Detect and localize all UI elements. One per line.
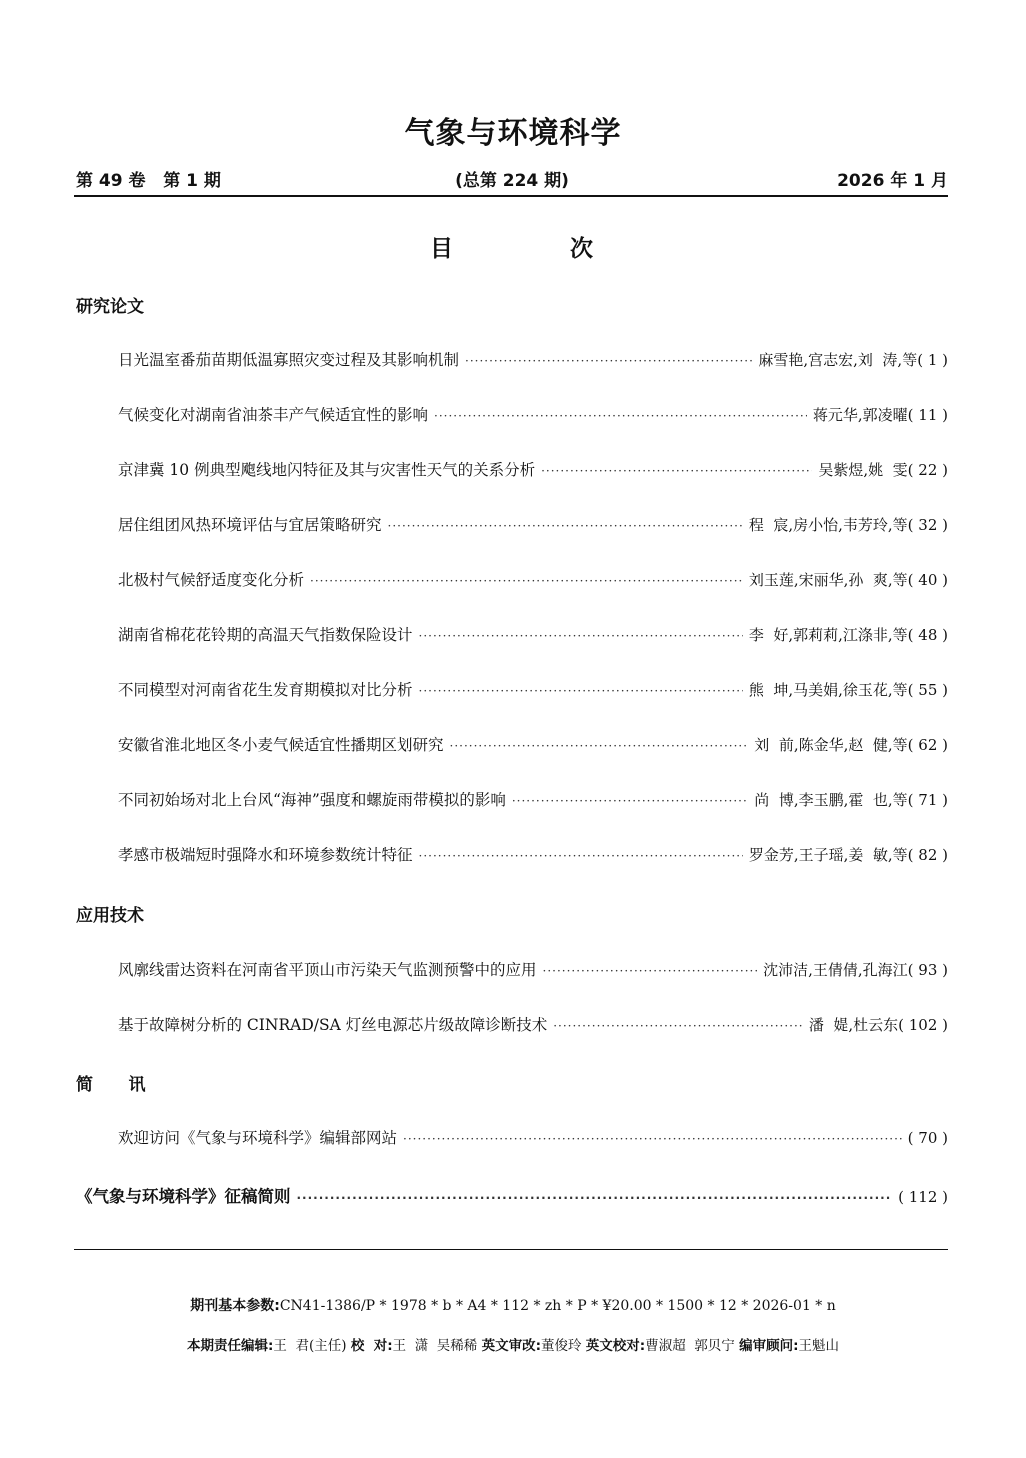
entry-authors: 尚 博,李玉鹏,霍 也,等 bbox=[754, 791, 908, 809]
entry-page: ( 55 ) bbox=[907, 681, 948, 699]
entry-page: ( 62 ) bbox=[907, 736, 948, 754]
issue-date: 2026 年 1 月 bbox=[837, 171, 948, 191]
leader-dots bbox=[297, 1191, 893, 1205]
leader-dots bbox=[434, 409, 807, 423]
entry-authors: 程 宸,房小怡,韦芳玲,等 bbox=[748, 516, 908, 534]
en-review-label: 英文审改: bbox=[481, 1338, 541, 1354]
entry-title: 气候变化对湖南省油茶丰产气候适宜性的影响 bbox=[118, 406, 429, 424]
entry-title: 基于故障树分析的 CINRAD/SA 灯丝电源芯片级故障诊断技术 bbox=[118, 1016, 548, 1034]
leader-dots bbox=[450, 739, 749, 753]
entry-title: 欢迎访问《气象与环境科学》编辑部网站 bbox=[118, 1129, 398, 1147]
leader-dots bbox=[419, 629, 743, 643]
editor-value: 王 君(主任) bbox=[273, 1338, 347, 1354]
entry-page: ( 71 ) bbox=[907, 791, 948, 809]
entry-page: ( 1 ) bbox=[917, 351, 948, 369]
leader-dots bbox=[310, 574, 743, 588]
toc-entry[interactable] bbox=[118, 568, 948, 592]
advisor-label: 编审顾问: bbox=[739, 1338, 799, 1354]
toc-entry[interactable] bbox=[118, 733, 948, 757]
editorial-staff bbox=[0, 1334, 1026, 1354]
leader-dots bbox=[419, 684, 743, 698]
entry-title: 日光温室番茄苗期低温寡照灾变过程及其影响机制 bbox=[118, 351, 460, 369]
toc-entry-guidelines[interactable] bbox=[76, 1183, 948, 1207]
entry-authors: 罗金芳,王子瑶,姜 敏,等 bbox=[748, 846, 908, 864]
editor-label: 本期责任编辑: bbox=[186, 1338, 274, 1354]
toc-entry[interactable] bbox=[118, 348, 948, 372]
entry-title: 不同模型对河南省花生发育期模拟对比分析 bbox=[118, 681, 413, 699]
entry-authors: 刘玉莲,宋丽华,孙 爽,等 bbox=[748, 571, 908, 589]
toc-entry[interactable] bbox=[118, 843, 948, 867]
entry-title: 居住组团风热环境评估与宜居策略研究 bbox=[118, 516, 382, 534]
leader-dots bbox=[403, 1132, 902, 1146]
leader-dots bbox=[543, 964, 758, 978]
toc-heading-char-2: 次 bbox=[570, 236, 593, 262]
section-title-applied: 应用技术 bbox=[76, 906, 144, 926]
journal-parameters bbox=[0, 1295, 1026, 1315]
entry-title: 湖南省棉花花铃期的高温天气指数保险设计 bbox=[118, 626, 413, 644]
entry-page: ( 22 ) bbox=[907, 461, 948, 479]
leader-dots bbox=[419, 849, 743, 863]
toc-entry[interactable] bbox=[118, 1013, 948, 1037]
toc-entry[interactable] bbox=[118, 678, 948, 702]
entry-authors: 吴紫煜,姚 雯 bbox=[818, 461, 908, 479]
entry-page: ( 102 ) bbox=[898, 1016, 948, 1034]
entry-title: 京津冀 10 例典型飑线地闪特征及其与灾害性天气的关系分析 bbox=[118, 461, 536, 479]
entry-authors: 李 好,郭莉莉,江涤非,等 bbox=[748, 626, 908, 644]
proof-label: 校 对: bbox=[350, 1338, 393, 1354]
en-review-value: 董俊玲 bbox=[541, 1338, 582, 1354]
issue-info-row bbox=[76, 166, 948, 192]
entry-page: ( 32 ) bbox=[907, 516, 948, 534]
proof-value: 王 潇 吴稀稀 bbox=[392, 1338, 478, 1354]
entry-authors: 潘 媞,杜云东 bbox=[808, 1016, 899, 1034]
entry-authors: 刘 前,陈金华,赵 健,等 bbox=[754, 736, 908, 754]
toc-entry[interactable] bbox=[118, 458, 948, 482]
entry-authors: 熊 坤,马美娟,徐玉花,等 bbox=[748, 681, 908, 699]
toc-entry[interactable] bbox=[118, 788, 948, 812]
leader-dots bbox=[512, 794, 748, 808]
toc-entry[interactable] bbox=[118, 623, 948, 647]
entry-page: ( 93 ) bbox=[907, 961, 948, 979]
toc-entry[interactable] bbox=[118, 513, 948, 537]
section-title-news: 简 讯 bbox=[76, 1075, 146, 1095]
section-title-research: 研究论文 bbox=[76, 297, 144, 317]
entry-authors: 蒋元华,郭凌曜 bbox=[812, 406, 908, 424]
entry-title: 北极村气候舒适度变化分析 bbox=[118, 571, 305, 589]
entry-page: ( 40 ) bbox=[907, 571, 948, 589]
leader-dots bbox=[388, 519, 743, 533]
footer-rule bbox=[74, 1249, 948, 1250]
volume-number: 第 49 卷 第 1 期 bbox=[76, 171, 221, 191]
entry-title: 不同初始场对北上台风“海神”强度和螺旋雨带模拟的影响 bbox=[118, 791, 506, 809]
toc-entry[interactable] bbox=[118, 1126, 948, 1150]
advisor-value: 王魁山 bbox=[798, 1338, 839, 1354]
total-issue: (总第 224 期) bbox=[455, 171, 569, 191]
leader-dots bbox=[553, 1019, 803, 1033]
params-label: 期刊基本参数: bbox=[190, 1298, 280, 1314]
journal-title: 气象与环境科学 bbox=[404, 116, 622, 151]
entry-authors: 沈沛洁,王倩倩,孔海江 bbox=[763, 961, 908, 979]
toc-entry[interactable] bbox=[118, 403, 948, 427]
leader-dots bbox=[465, 354, 752, 368]
entry-authors: 麻雪艳,宫志宏,刘 涛,等 bbox=[758, 351, 918, 369]
entry-page: ( 70 ) bbox=[907, 1129, 948, 1147]
entry-page: ( 48 ) bbox=[907, 626, 948, 644]
guidelines-title: 《气象与环境科学》征稿简则 bbox=[76, 1187, 291, 1206]
en-proof-label: 英文校对: bbox=[585, 1338, 646, 1354]
entry-page: ( 82 ) bbox=[907, 846, 948, 864]
toc-entry[interactable] bbox=[118, 958, 948, 982]
entry-page: ( 11 ) bbox=[907, 406, 948, 424]
entry-title: 孝感市极端短时强降水和环境参数统计特征 bbox=[118, 846, 413, 864]
header-rule bbox=[74, 195, 948, 197]
params-value: CN41-1386/P * 1978 * b * A4 * 112 * zh * P * ¥20.00 * 1500 * 12 * 2026-01 * n bbox=[279, 1298, 836, 1314]
entry-title: 风廓线雷达资料在河南省平顶山市污染天气监测预警中的应用 bbox=[118, 961, 537, 979]
guidelines-page: ( 112 ) bbox=[898, 1188, 948, 1206]
entry-title: 安徽省淮北地区冬小麦气候适宜性播期区划研究 bbox=[118, 736, 444, 754]
en-proof-value: 曹淑超 郭贝宁 bbox=[645, 1338, 735, 1354]
leader-dots bbox=[541, 464, 812, 478]
toc-heading-char-1: 目 bbox=[430, 236, 453, 262]
